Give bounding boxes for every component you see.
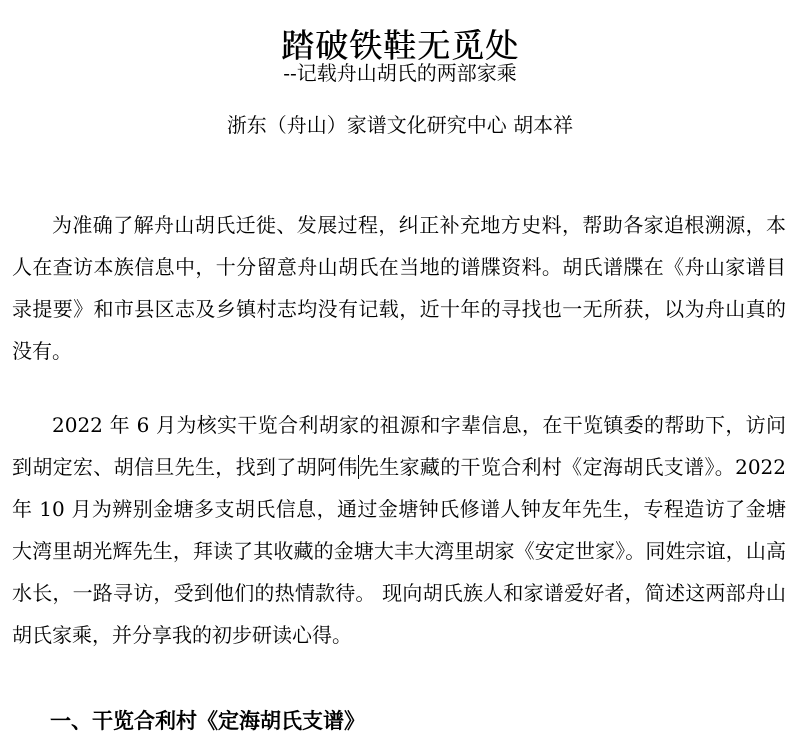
section-heading: 一、干览合利村《定海胡氏支谱》	[50, 708, 365, 733]
paragraph-2-text-before-cursor: 2022 年 6 月为核实干览合利胡家的祖源和字辈信息，在干览镇委的帮助下，访问到胡定宏、胡信旦先生，找到了胡阿伟	[12, 413, 786, 479]
paragraph-2[interactable]	[12, 404, 786, 656]
paragraph-1[interactable]: 为准确了解舟山胡氏迁徙、发展过程，纠正补充地方史料，帮助各家追根溯源，本人在查访本族信息中，十分留意舟山胡氏在当地的谱牒资料。胡氏谱牒在《舟山家谱目录提要》和市县区志及乡镇村志均没有记载，近十年的寻找也一无所获，以为舟山真的没有。	[12, 213, 786, 363]
paragraph-2-text-after-cursor: 先生家藏的干览合利村《定海胡氏支谱》。2022 年 10 月为辨别金塘多支胡氏信息，通过金塘钟氏修谱人钟友年先生，专程造访了金塘大湾里胡光辉先生，拜读了其收藏的金塘大丰大湾里胡家《安定世家》。同姓宗谊，山高水长，一路寻访，受到他们的热情款待。 现向胡氏族人和家谱爱好者，简述这两部舟山胡氏家乘，并分享我的初步研读心得。	[12, 455, 786, 647]
document-subtitle: --记载舟山胡氏的两部家乘	[283, 61, 517, 85]
document-author: 浙东（舟山）家谱文化研究中心 胡本祥	[226, 113, 574, 137]
document-title: 踏破铁鞋无觅处	[281, 26, 519, 66]
